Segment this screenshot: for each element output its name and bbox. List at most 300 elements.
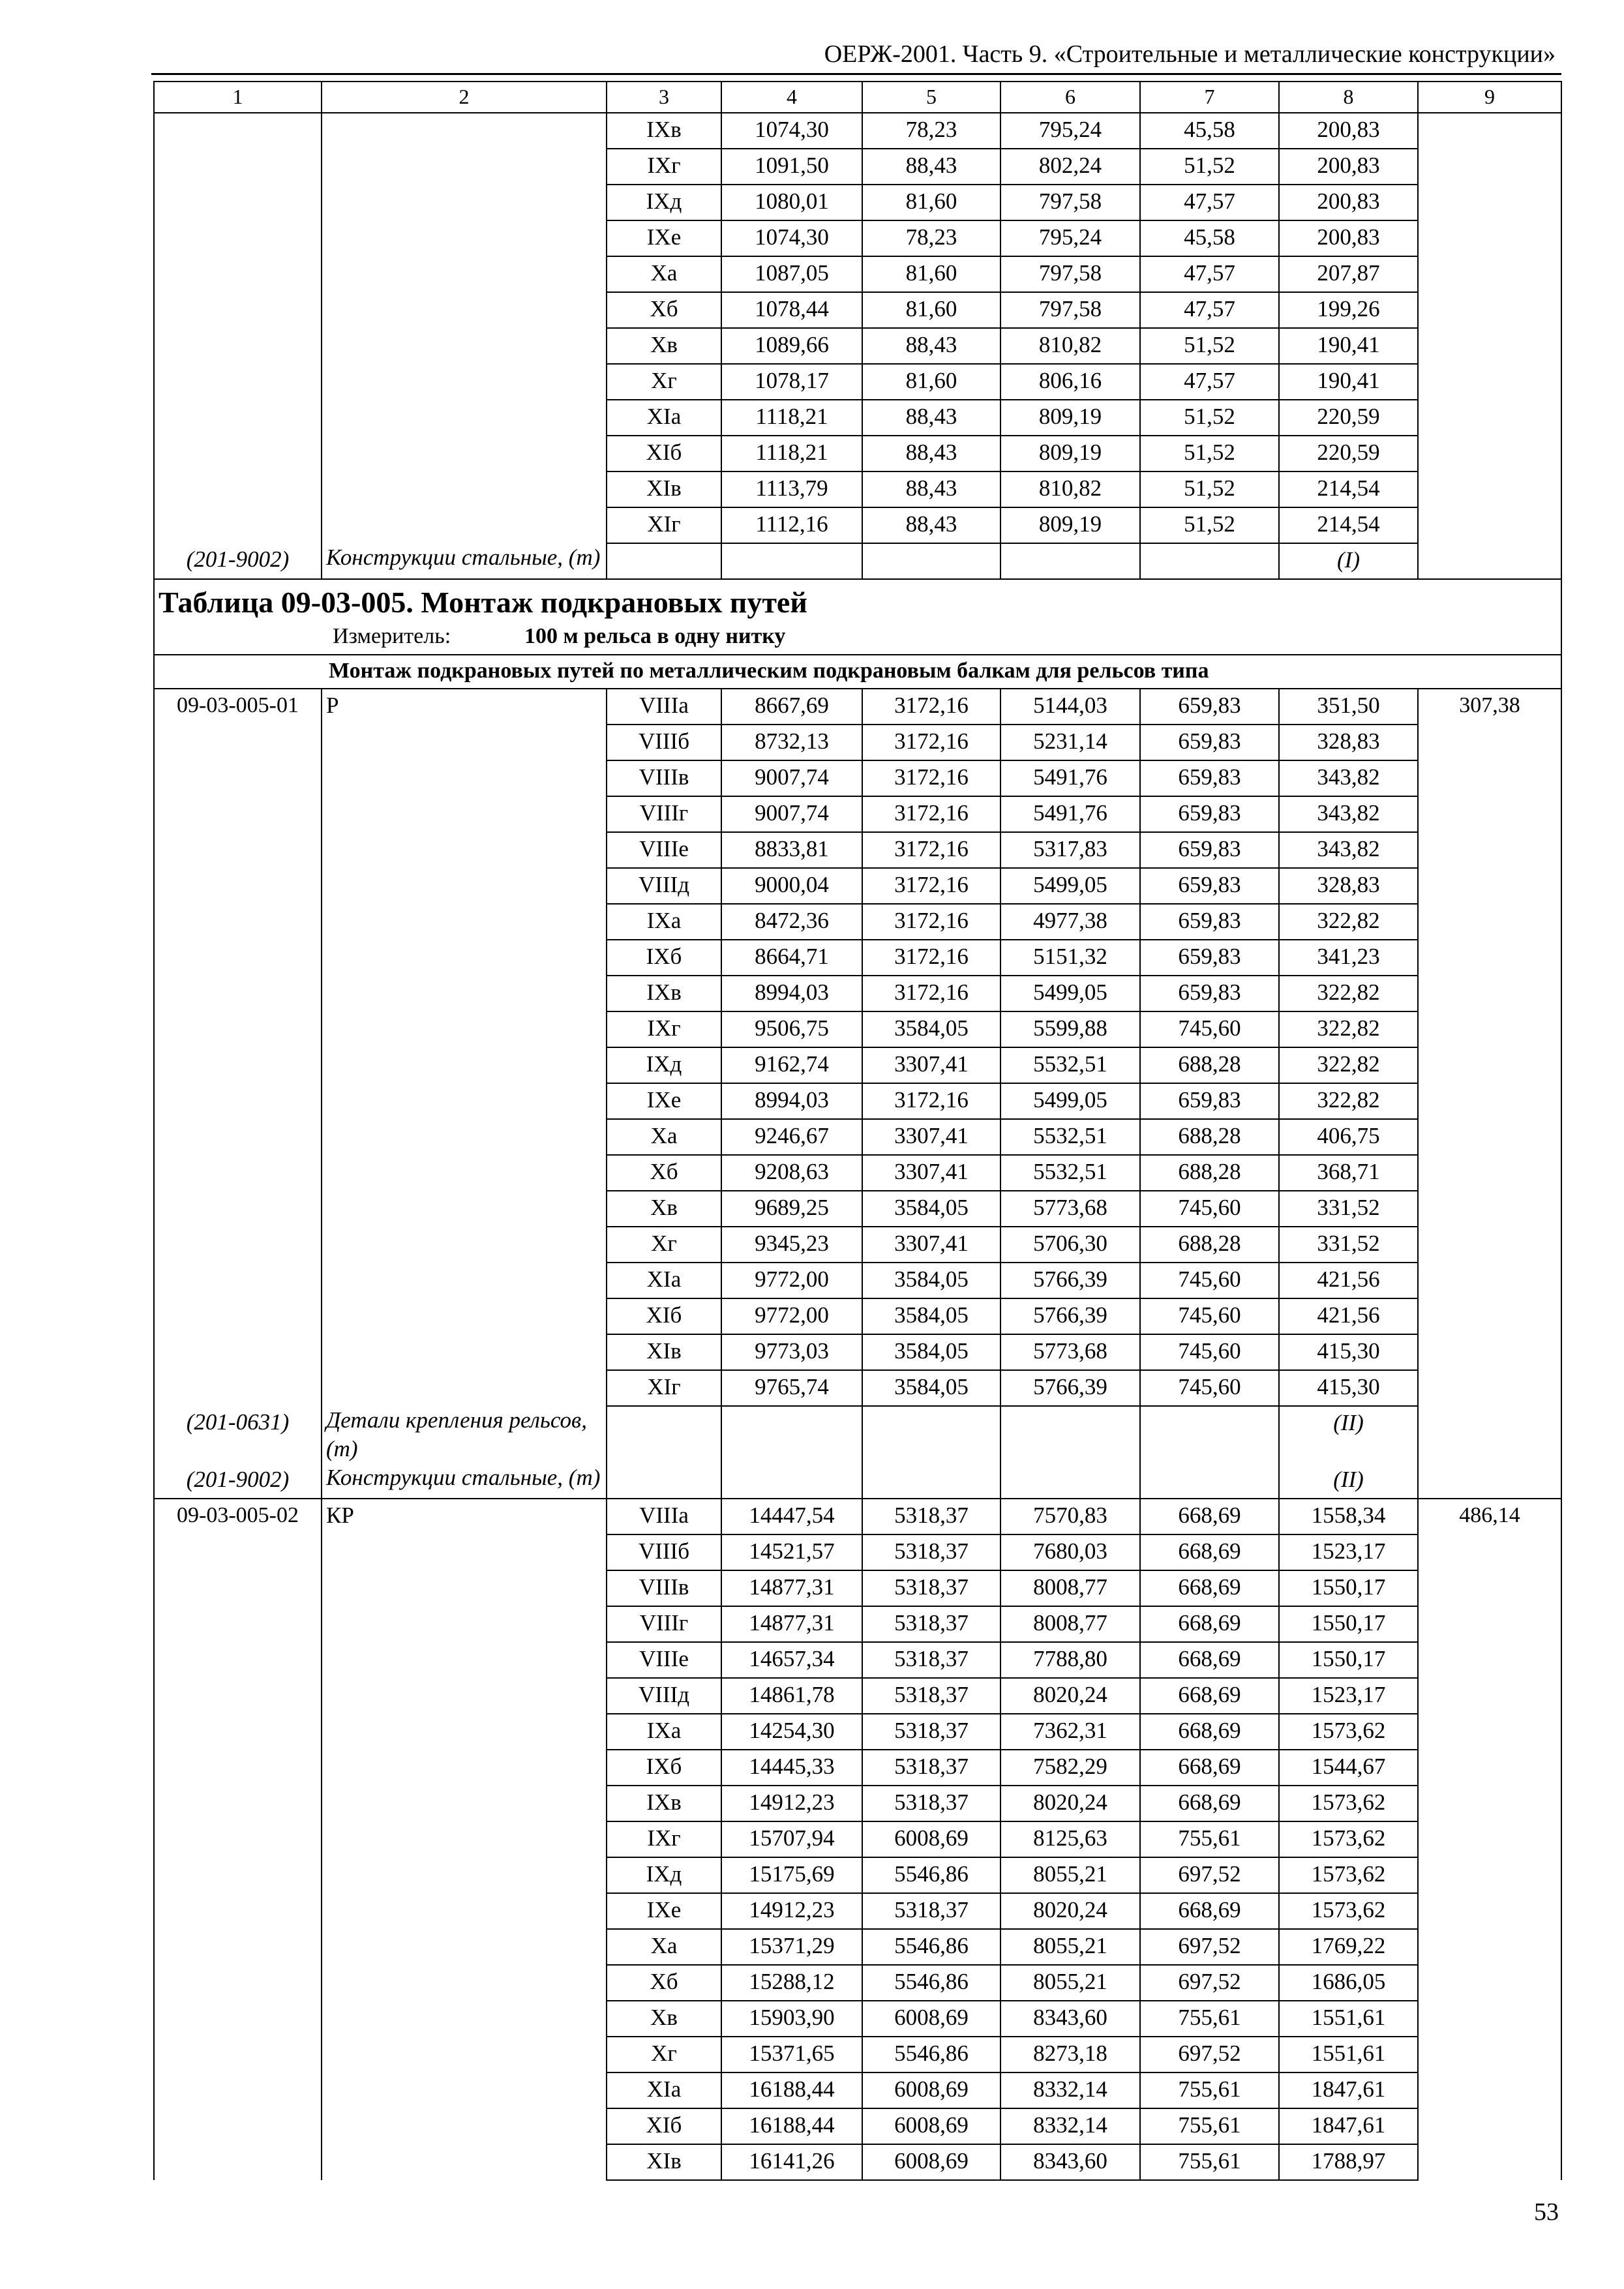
value-cell: 745,60 xyxy=(1140,1298,1279,1334)
value-cell: 415,30 xyxy=(1279,1334,1418,1370)
value-cell: 343,82 xyxy=(1279,760,1418,796)
value-cell: 797,58 xyxy=(1000,256,1140,292)
value-cell: 659,83 xyxy=(1140,796,1279,832)
value-cell: 3584,05 xyxy=(862,1334,1000,1370)
value-cell: 668,69 xyxy=(1140,1714,1279,1750)
value-cell: 200,83 xyxy=(1279,149,1418,185)
value-cell: 51,52 xyxy=(1140,507,1279,543)
rail-type-cell: IXе xyxy=(607,1893,721,1929)
value-cell: 1551,61 xyxy=(1279,2037,1418,2072)
rail-type-cell: XIв xyxy=(607,471,721,507)
column-number: 7 xyxy=(1140,82,1279,113)
rail-type-cell: Xв xyxy=(607,2001,721,2037)
resource-name: Конструкции стальные, (т) xyxy=(322,1463,607,1499)
rail-type-cell: IXв xyxy=(607,976,721,1011)
col9-value: 486,14 xyxy=(1418,1499,1561,2180)
value-cell: 88,43 xyxy=(862,149,1000,185)
value-cell: 659,83 xyxy=(1140,832,1279,868)
value-cell: 3172,16 xyxy=(862,689,1000,725)
value-cell: 3172,16 xyxy=(862,1083,1000,1119)
value-cell: 9246,67 xyxy=(721,1119,862,1155)
value-cell: 47,57 xyxy=(1140,256,1279,292)
value-cell: 1573,62 xyxy=(1279,1893,1418,1929)
rail-type-cell: VIIIв xyxy=(607,760,721,796)
value-cell: 697,52 xyxy=(1140,1857,1279,1893)
value-cell: 802,24 xyxy=(1000,149,1140,185)
value-cell: 1078,44 xyxy=(721,292,862,328)
value-cell: 81,60 xyxy=(862,185,1000,220)
value-cell: 755,61 xyxy=(1140,1821,1279,1857)
value-cell: 14877,31 xyxy=(721,1606,862,1642)
value-cell: 5318,37 xyxy=(862,1606,1000,1642)
rail-type-cell: Xб xyxy=(607,1155,721,1191)
value-cell: 200,83 xyxy=(1279,185,1418,220)
value-cell: 322,82 xyxy=(1279,1083,1418,1119)
value-cell: 668,69 xyxy=(1140,1606,1279,1642)
value-cell: 15707,94 xyxy=(721,1821,862,1857)
value-cell: 5599,88 xyxy=(1000,1011,1140,1047)
value-cell: 14254,30 xyxy=(721,1714,862,1750)
value-cell: 3172,16 xyxy=(862,904,1000,940)
value-cell: 200,83 xyxy=(1279,220,1418,256)
value-cell: 3584,05 xyxy=(862,1298,1000,1334)
value-cell: 322,82 xyxy=(1279,1011,1418,1047)
value-cell: 15175,69 xyxy=(721,1857,862,1893)
value-cell: 1788,97 xyxy=(1279,2144,1418,2180)
value-cell: 200,83 xyxy=(1279,113,1418,149)
section-heading: Монтаж подкрановых путей по металлическим подкрановым балкам для рельсов типа xyxy=(154,655,1561,689)
value-cell: 7788,80 xyxy=(1000,1642,1140,1678)
resource-note-row xyxy=(154,543,1561,579)
rail-type-cell: IXд xyxy=(607,1857,721,1893)
value-cell: 8055,21 xyxy=(1000,1857,1140,1893)
value-cell: 745,60 xyxy=(1140,1263,1279,1298)
value-cell: 1551,61 xyxy=(1279,2001,1418,2037)
column-number: 2 xyxy=(322,82,607,113)
data-row xyxy=(154,689,1561,725)
rail-type-cell: Xа xyxy=(607,1119,721,1155)
value-cell: 8343,60 xyxy=(1000,2001,1140,2037)
empty-cell xyxy=(322,113,607,543)
value-cell: 1118,21 xyxy=(721,400,862,436)
value-cell: 1112,16 xyxy=(721,507,862,543)
value-cell: 3307,41 xyxy=(862,1155,1000,1191)
rail-type-cell: IXг xyxy=(607,1011,721,1047)
value-cell: 797,58 xyxy=(1000,185,1140,220)
value-cell: 5706,30 xyxy=(1000,1227,1140,1263)
value-cell: 1847,61 xyxy=(1279,2072,1418,2108)
value-cell: 214,54 xyxy=(1279,507,1418,543)
value-cell: 8833,81 xyxy=(721,832,862,868)
value-cell: 659,83 xyxy=(1140,904,1279,940)
value-cell: 207,87 xyxy=(1279,256,1418,292)
rail-type-cell: VIIIд xyxy=(607,1678,721,1714)
value-cell: 668,69 xyxy=(1140,1678,1279,1714)
rate-name: КР xyxy=(322,1499,607,2180)
value-cell: 6008,69 xyxy=(862,2072,1000,2108)
value-cell: 3172,16 xyxy=(862,832,1000,868)
value-cell: 328,83 xyxy=(1279,868,1418,904)
value-cell: 5499,05 xyxy=(1000,868,1140,904)
value-cell: 8472,36 xyxy=(721,904,862,940)
page-number: 53 xyxy=(1534,2198,1559,2226)
value-cell: 4977,38 xyxy=(1000,904,1140,940)
empty-cell xyxy=(607,1463,721,1499)
rail-type-cell: VIIIе xyxy=(607,1642,721,1678)
value-cell: 51,52 xyxy=(1140,471,1279,507)
value-cell: 745,60 xyxy=(1140,1191,1279,1227)
value-cell: 1523,17 xyxy=(1279,1534,1418,1570)
column-number: 5 xyxy=(862,82,1000,113)
value-cell: 659,83 xyxy=(1140,868,1279,904)
value-cell: 5546,86 xyxy=(862,1965,1000,2001)
value-cell: 220,59 xyxy=(1279,436,1418,471)
value-cell: 322,82 xyxy=(1279,1047,1418,1083)
value-cell: 16141,26 xyxy=(721,2144,862,2180)
value-cell: 9000,04 xyxy=(721,868,862,904)
rate-code: 09-03-005-02 xyxy=(154,1499,322,2180)
value-cell: 5491,76 xyxy=(1000,796,1140,832)
rail-type-cell: XIв xyxy=(607,2144,721,2180)
value-cell: 3584,05 xyxy=(862,1191,1000,1227)
value-cell: 5318,37 xyxy=(862,1893,1000,1929)
value-cell: 809,19 xyxy=(1000,436,1140,471)
value-cell: 51,52 xyxy=(1140,436,1279,471)
value-cell: 668,69 xyxy=(1140,1893,1279,1929)
value-cell: 688,28 xyxy=(1140,1047,1279,1083)
value-cell: 81,60 xyxy=(862,256,1000,292)
value-cell: 14447,54 xyxy=(721,1499,862,1534)
value-cell: 1573,62 xyxy=(1279,1857,1418,1893)
value-cell: 51,52 xyxy=(1140,149,1279,185)
value-cell: 199,26 xyxy=(1279,292,1418,328)
value-cell: 3307,41 xyxy=(862,1119,1000,1155)
data-row xyxy=(154,1499,1561,1534)
value-cell: 9772,00 xyxy=(721,1263,862,1298)
value-cell: 6008,69 xyxy=(862,2108,1000,2144)
value-cell: 809,19 xyxy=(1000,507,1140,543)
value-cell: 688,28 xyxy=(1140,1227,1279,1263)
value-cell: 688,28 xyxy=(1140,1155,1279,1191)
rail-type-cell: XIа xyxy=(607,2072,721,2108)
value-cell: 1113,79 xyxy=(721,471,862,507)
value-cell: 78,23 xyxy=(862,220,1000,256)
value-cell: 668,69 xyxy=(1140,1499,1279,1534)
value-cell: 5773,68 xyxy=(1000,1191,1140,1227)
rail-type-cell: VIIIг xyxy=(607,1606,721,1642)
value-cell: 797,58 xyxy=(1000,292,1140,328)
value-cell: 668,69 xyxy=(1140,1570,1279,1606)
value-cell: 3172,16 xyxy=(862,940,1000,976)
empty-cell xyxy=(862,543,1000,579)
header-rule xyxy=(151,73,1561,75)
value-cell: 755,61 xyxy=(1140,2001,1279,2037)
value-cell: 14657,34 xyxy=(721,1642,862,1678)
value-cell: 1074,30 xyxy=(721,113,862,149)
value-cell: 6008,69 xyxy=(862,2144,1000,2180)
rail-type-cell: IXе xyxy=(607,1083,721,1119)
value-cell: 1573,62 xyxy=(1279,1821,1418,1857)
value-cell: 8664,71 xyxy=(721,940,862,976)
column-number: 1 xyxy=(154,82,322,113)
running-header: ОЕРЖ-2001. Часть 9. «Строительные и металлические конструкции» xyxy=(824,40,1556,68)
value-cell: 1089,66 xyxy=(721,328,862,364)
rate-name: Р xyxy=(322,689,607,1406)
rail-type-cell: Xа xyxy=(607,256,721,292)
value-cell: 5546,86 xyxy=(862,1929,1000,1965)
empty-cell xyxy=(607,543,721,579)
rail-type-cell: Xг xyxy=(607,364,721,400)
value-cell: 5546,86 xyxy=(862,2037,1000,2072)
rail-type-cell: IXв xyxy=(607,113,721,149)
rail-type-cell: IXв xyxy=(607,1786,721,1821)
value-cell: 47,57 xyxy=(1140,185,1279,220)
rail-type-cell: XIв xyxy=(607,1334,721,1370)
value-cell: 5318,37 xyxy=(862,1678,1000,1714)
value-cell: 3172,16 xyxy=(862,796,1000,832)
value-cell: 15371,65 xyxy=(721,2037,862,2072)
resource-unit: (II) xyxy=(1279,1406,1418,1463)
value-cell: 331,52 xyxy=(1279,1227,1418,1263)
value-cell: 5546,86 xyxy=(862,1857,1000,1893)
value-cell: 322,82 xyxy=(1279,904,1418,940)
rail-type-cell: Xг xyxy=(607,2037,721,2072)
value-cell: 45,58 xyxy=(1140,113,1279,149)
value-cell: 368,71 xyxy=(1279,1155,1418,1191)
value-cell: 341,23 xyxy=(1279,940,1418,976)
value-cell: 9689,25 xyxy=(721,1191,862,1227)
meter-line xyxy=(158,621,1557,654)
value-cell: 7570,83 xyxy=(1000,1499,1140,1534)
value-cell: 88,43 xyxy=(862,471,1000,507)
value-cell: 214,54 xyxy=(1279,471,1418,507)
column-number: 3 xyxy=(607,82,721,113)
value-cell: 3584,05 xyxy=(862,1370,1000,1406)
value-cell: 8332,14 xyxy=(1000,2108,1140,2144)
value-cell: 88,43 xyxy=(862,400,1000,436)
rail-type-cell: XIб xyxy=(607,2108,721,2144)
rail-type-cell: Xа xyxy=(607,1929,721,1965)
value-cell: 343,82 xyxy=(1279,832,1418,868)
rail-type-cell: XIа xyxy=(607,400,721,436)
rail-type-cell: VIIIа xyxy=(607,689,721,725)
resource-code: (201-9002) xyxy=(154,1463,322,1499)
value-cell: 697,52 xyxy=(1140,1965,1279,2001)
value-cell: 5532,51 xyxy=(1000,1119,1140,1155)
value-cell: 1550,17 xyxy=(1279,1570,1418,1606)
value-cell: 5151,32 xyxy=(1000,940,1140,976)
rail-type-cell: Xб xyxy=(607,292,721,328)
empty-cell xyxy=(862,1463,1000,1499)
empty-cell xyxy=(862,1406,1000,1463)
value-cell: 3307,41 xyxy=(862,1227,1000,1263)
rail-type-cell: Xб xyxy=(607,1965,721,2001)
value-cell: 795,24 xyxy=(1000,113,1140,149)
rail-type-cell: IXб xyxy=(607,940,721,976)
value-cell: 220,59 xyxy=(1279,400,1418,436)
rates-table xyxy=(153,81,1562,2181)
rail-type-cell: XIб xyxy=(607,1298,721,1334)
value-cell: 5773,68 xyxy=(1000,1334,1140,1370)
rail-type-cell: XIб xyxy=(607,436,721,471)
value-cell: 659,83 xyxy=(1140,940,1279,976)
value-cell: 668,69 xyxy=(1140,1786,1279,1821)
value-cell: 16188,44 xyxy=(721,2072,862,2108)
value-cell: 81,60 xyxy=(862,292,1000,328)
value-cell: 810,82 xyxy=(1000,471,1140,507)
value-cell: 745,60 xyxy=(1140,1370,1279,1406)
value-cell: 5318,37 xyxy=(862,1534,1000,1570)
value-cell: 810,82 xyxy=(1000,328,1140,364)
rail-type-cell: Xг xyxy=(607,1227,721,1263)
value-cell: 697,52 xyxy=(1140,1929,1279,1965)
value-cell: 1080,01 xyxy=(721,185,862,220)
value-cell: 8008,77 xyxy=(1000,1570,1140,1606)
meter-value: 100 м рельса в одну нитку xyxy=(524,624,786,648)
value-cell: 5491,76 xyxy=(1000,760,1140,796)
value-cell: 5318,37 xyxy=(862,1570,1000,1606)
value-cell: 3584,05 xyxy=(862,1011,1000,1047)
value-cell: 659,83 xyxy=(1140,725,1279,760)
value-cell: 14521,57 xyxy=(721,1534,862,1570)
value-cell: 8332,14 xyxy=(1000,2072,1140,2108)
value-cell: 1087,05 xyxy=(721,256,862,292)
value-cell: 5499,05 xyxy=(1000,1083,1140,1119)
value-cell: 14877,31 xyxy=(721,1570,862,1606)
value-cell: 47,57 xyxy=(1140,364,1279,400)
empty-cell xyxy=(1000,543,1140,579)
value-cell: 421,56 xyxy=(1279,1298,1418,1334)
value-cell: 8273,18 xyxy=(1000,2037,1140,2072)
resource-note-row xyxy=(154,1406,1561,1463)
value-cell: 809,19 xyxy=(1000,400,1140,436)
empty-cell xyxy=(1000,1406,1140,1463)
value-cell: 745,60 xyxy=(1140,1011,1279,1047)
value-cell: 331,52 xyxy=(1279,1191,1418,1227)
value-cell: 5144,03 xyxy=(1000,689,1140,725)
value-cell: 3172,16 xyxy=(862,868,1000,904)
column-number: 8 xyxy=(1279,82,1418,113)
value-cell: 3172,16 xyxy=(862,760,1000,796)
value-cell: 47,57 xyxy=(1140,292,1279,328)
value-cell: 322,82 xyxy=(1279,976,1418,1011)
value-cell: 8020,24 xyxy=(1000,1786,1140,1821)
empty-cell xyxy=(1000,1463,1140,1499)
value-cell: 1769,22 xyxy=(1279,1929,1418,1965)
value-cell: 415,30 xyxy=(1279,1370,1418,1406)
value-cell: 5499,05 xyxy=(1000,976,1140,1011)
value-cell: 659,83 xyxy=(1140,1083,1279,1119)
value-cell: 659,83 xyxy=(1140,760,1279,796)
value-cell: 5318,37 xyxy=(862,1642,1000,1678)
value-cell: 5766,39 xyxy=(1000,1298,1140,1334)
value-cell: 1573,62 xyxy=(1279,1786,1418,1821)
value-cell: 3584,05 xyxy=(862,1263,1000,1298)
value-cell: 9773,03 xyxy=(721,1334,862,1370)
value-cell: 795,24 xyxy=(1000,220,1140,256)
value-cell: 8055,21 xyxy=(1000,1965,1140,2001)
column-number-row xyxy=(154,82,1561,113)
resource-note-row xyxy=(154,1463,1561,1499)
value-cell: 3307,41 xyxy=(862,1047,1000,1083)
value-cell: 15903,90 xyxy=(721,2001,862,2037)
table-title: Таблица 09-03-005. Монтаж подкрановых путей xyxy=(158,586,807,619)
value-cell: 1686,05 xyxy=(1279,1965,1418,2001)
empty-cell xyxy=(721,543,862,579)
value-cell: 7680,03 xyxy=(1000,1534,1140,1570)
value-cell: 3172,16 xyxy=(862,976,1000,1011)
value-cell: 8125,63 xyxy=(1000,1821,1140,1857)
value-cell: 659,83 xyxy=(1140,689,1279,725)
rail-type-cell: XIг xyxy=(607,507,721,543)
rail-type-cell: IXд xyxy=(607,185,721,220)
value-cell: 9007,74 xyxy=(721,796,862,832)
value-cell: 88,43 xyxy=(862,436,1000,471)
value-cell: 745,60 xyxy=(1140,1334,1279,1370)
value-cell: 1118,21 xyxy=(721,436,862,471)
value-cell: 14912,23 xyxy=(721,1786,862,1821)
value-cell: 15371,29 xyxy=(721,1929,862,1965)
table-title-cell xyxy=(154,579,1561,655)
value-cell: 328,83 xyxy=(1279,725,1418,760)
empty-cell xyxy=(1140,1406,1279,1463)
rail-type-cell: VIIIд xyxy=(607,868,721,904)
rail-type-cell: VIIIб xyxy=(607,1534,721,1570)
empty-cell xyxy=(721,1406,862,1463)
column-number: 6 xyxy=(1000,82,1140,113)
value-cell: 8994,03 xyxy=(721,976,862,1011)
value-cell: 8020,24 xyxy=(1000,1678,1140,1714)
empty-cell xyxy=(1140,1463,1279,1499)
value-cell: 14912,23 xyxy=(721,1893,862,1929)
value-cell: 16188,44 xyxy=(721,2108,862,2144)
data-row xyxy=(154,113,1561,149)
value-cell: 421,56 xyxy=(1279,1263,1418,1298)
value-cell: 8732,13 xyxy=(721,725,862,760)
value-cell: 45,58 xyxy=(1140,220,1279,256)
value-cell: 5766,39 xyxy=(1000,1263,1140,1298)
resource-code: (201-9002) xyxy=(154,543,322,579)
value-cell: 15288,12 xyxy=(721,1965,862,2001)
value-cell: 406,75 xyxy=(1279,1119,1418,1155)
value-cell: 806,16 xyxy=(1000,364,1140,400)
rate-code: 09-03-005-01 xyxy=(154,689,322,1406)
value-cell: 1078,17 xyxy=(721,364,862,400)
resource-code: (201-0631) xyxy=(154,1406,322,1463)
value-cell: 5231,14 xyxy=(1000,725,1140,760)
rail-type-cell: XIг xyxy=(607,1370,721,1406)
rail-type-cell: IXа xyxy=(607,904,721,940)
resource-name: Детали крепления рельсов, (т) xyxy=(322,1406,607,1463)
value-cell: 190,41 xyxy=(1279,364,1418,400)
value-cell: 755,61 xyxy=(1140,2108,1279,2144)
empty-cell xyxy=(1140,543,1279,579)
value-cell: 1544,67 xyxy=(1279,1750,1418,1786)
rail-type-cell: VIIIа xyxy=(607,1499,721,1534)
value-cell: 81,60 xyxy=(862,364,1000,400)
value-cell: 190,41 xyxy=(1279,328,1418,364)
value-cell: 5318,37 xyxy=(862,1714,1000,1750)
value-cell: 659,83 xyxy=(1140,976,1279,1011)
value-cell: 1523,17 xyxy=(1279,1678,1418,1714)
value-cell: 9208,63 xyxy=(721,1155,862,1191)
rail-type-cell: IXб xyxy=(607,1750,721,1786)
rail-type-cell: VIIIв xyxy=(607,1570,721,1606)
value-cell: 1550,17 xyxy=(1279,1642,1418,1678)
value-cell: 668,69 xyxy=(1140,1642,1279,1678)
value-cell: 6008,69 xyxy=(862,1821,1000,1857)
value-cell: 7582,29 xyxy=(1000,1750,1140,1786)
